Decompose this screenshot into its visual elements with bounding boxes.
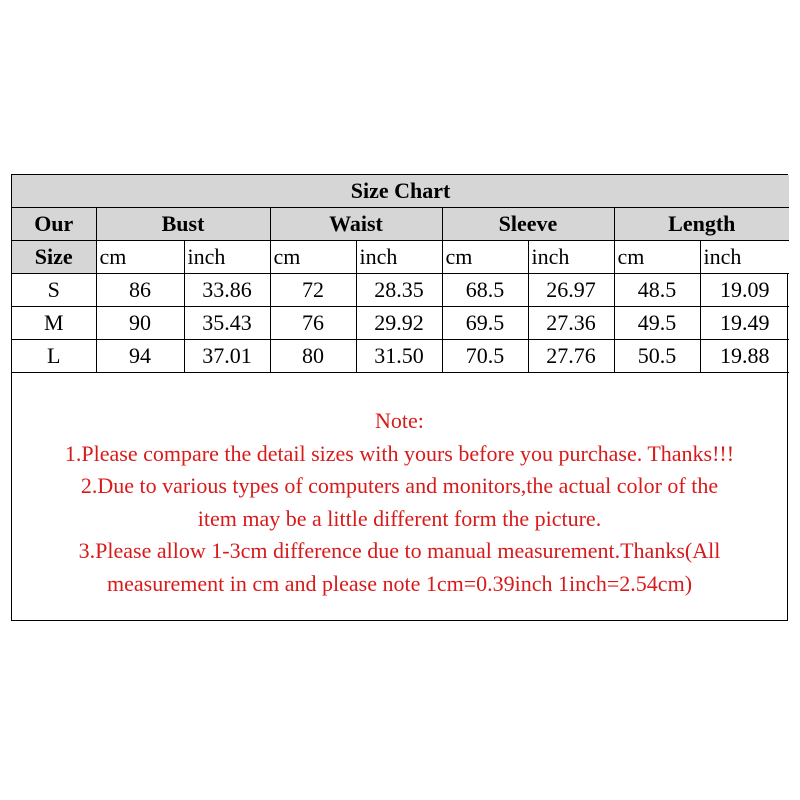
table-cell: 28.35 xyxy=(356,274,442,307)
note-heading: Note: xyxy=(375,408,424,433)
size-chart-table xyxy=(12,175,789,373)
table-row xyxy=(12,340,789,373)
table-cell: 31.50 xyxy=(356,340,442,373)
table-cell: 86 xyxy=(96,274,184,307)
note-block xyxy=(12,405,787,600)
group-header-length: Length xyxy=(614,208,789,241)
table-cell: 80 xyxy=(270,340,356,373)
note-line: item may be a little different form the picture. xyxy=(197,505,602,531)
size-label: L xyxy=(12,340,96,373)
unit-header: cm xyxy=(614,241,700,274)
table-cell: 50.5 xyxy=(614,340,700,373)
table-cell: 48.5 xyxy=(614,274,700,307)
table-cell: 70.5 xyxy=(442,340,528,373)
unit-header: cm xyxy=(96,241,184,274)
table-cell: 72 xyxy=(270,274,356,307)
size-label: S xyxy=(12,274,96,307)
size-header-top: Our xyxy=(12,208,96,241)
note-line: measurement in cm and please note 1cm=0.39inch 1inch=2.54cm) xyxy=(106,570,693,596)
unit-header: inch xyxy=(184,241,270,274)
unit-header: inch xyxy=(356,241,442,274)
table-title: Size Chart xyxy=(12,175,789,208)
table-cell: 94 xyxy=(96,340,184,373)
group-header-bust: Bust xyxy=(96,208,270,241)
note-line: 1.Please compare the detail sizes with yours before you purchase. Thanks!!! xyxy=(64,440,735,466)
unit-header: inch xyxy=(700,241,789,274)
unit-header: inch xyxy=(528,241,614,274)
size-label: M xyxy=(12,307,96,340)
table-cell: 37.01 xyxy=(184,340,270,373)
table-cell: 29.92 xyxy=(356,307,442,340)
unit-header: cm xyxy=(442,241,528,274)
table-cell: 49.5 xyxy=(614,307,700,340)
table-cell: 27.76 xyxy=(528,340,614,373)
group-header-sleeve: Sleeve xyxy=(442,208,614,241)
unit-header: cm xyxy=(270,241,356,274)
table-cell: 26.97 xyxy=(528,274,614,307)
table-cell: 19.09 xyxy=(700,274,789,307)
table-cell: 19.49 xyxy=(700,307,789,340)
table-cell: 90 xyxy=(96,307,184,340)
table-cell: 33.86 xyxy=(184,274,270,307)
table-cell: 19.88 xyxy=(700,340,789,373)
table-row xyxy=(12,307,789,340)
table-cell: 35.43 xyxy=(184,307,270,340)
note-line: 2.Due to various types of computers and monitors,the actual color of the xyxy=(80,473,719,498)
size-chart-panel xyxy=(11,174,788,621)
table-cell: 68.5 xyxy=(442,274,528,307)
table-cell: 69.5 xyxy=(442,307,528,340)
table-row xyxy=(12,274,789,307)
size-header-bottom: Size xyxy=(12,241,96,274)
group-header-waist: Waist xyxy=(270,208,442,241)
table-cell: 27.36 xyxy=(528,307,614,340)
table-cell: 76 xyxy=(270,307,356,340)
note-line: 3.Please allow 1-3cm difference due to manual measurement.Thanks(All xyxy=(78,538,721,563)
